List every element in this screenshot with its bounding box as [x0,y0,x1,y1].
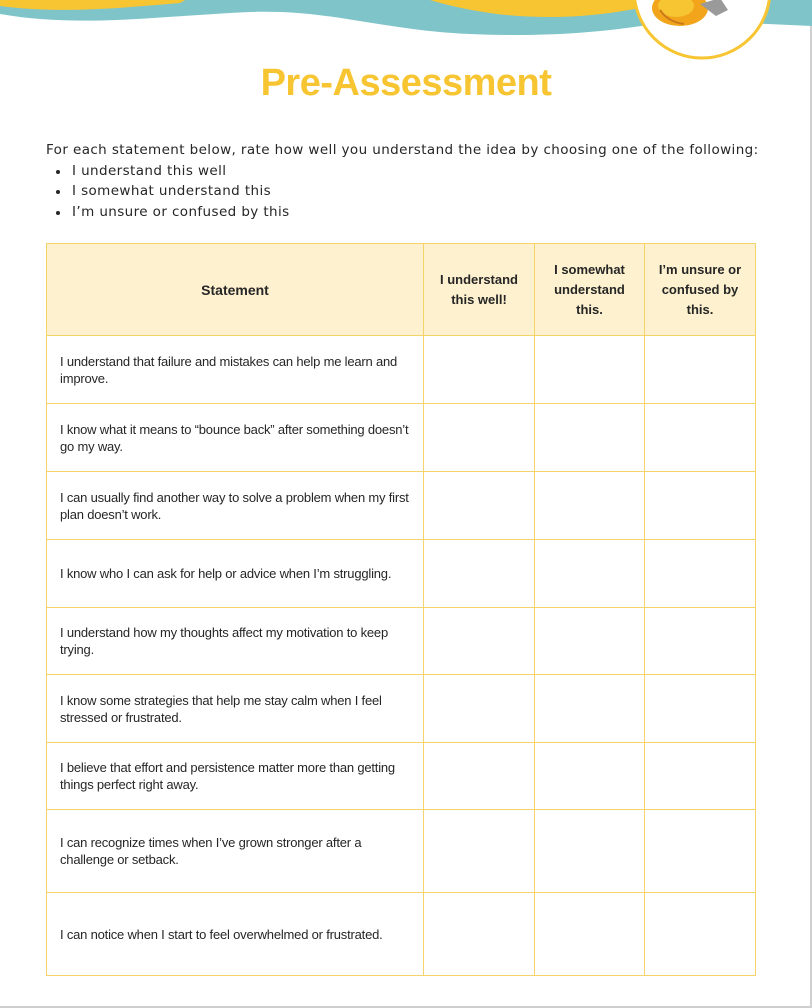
table-row [47,893,756,976]
rating-cell-somewhat[interactable] [535,810,645,893]
table-row [47,336,756,404]
rating-cell-somewhat[interactable] [535,743,645,810]
rating-cell-understand-well[interactable] [424,810,535,893]
table-row [47,472,756,540]
table-row [47,404,756,472]
table-row [47,608,756,675]
rating-cell-unsure[interactable] [645,608,756,675]
header-understand-well-label: I understand this well! [439,271,518,307]
header-somewhat-understand-label: I somewhat understand this. [554,261,625,317]
rating-cell-understand-well[interactable] [424,404,535,472]
statement-cell: I understand how my thoughts affect my motivation to keep trying. [47,608,424,675]
statement-cell: I can recognize times when I’ve grown stronger after a challenge or setback. [47,810,424,893]
page-title: Pre-Assessment [260,62,552,104]
rating-cell-understand-well[interactable] [424,608,535,675]
statement-cell: I can usually find another way to solve a problem when my first plan doesn’t work. [47,472,424,540]
table-header-row [47,244,756,336]
rating-option: • I’m unsure or confused by this [70,202,786,223]
statement-cell: I understand that failure and mistakes can help me learn and improve. [47,336,424,404]
rating-cell-somewhat[interactable] [535,540,645,608]
rating-cell-somewhat[interactable] [535,893,645,976]
header-wave-decoration [0,0,812,70]
rating-options-list [46,161,786,223]
statement-cell: I know what it means to “bounce back” after something doesn’t go my way. [47,404,424,472]
statement-cell: I can notice when I start to feel overwhelmed or frustrated. [47,893,424,976]
table-row [47,743,756,810]
header-statement: Statement [47,244,424,336]
rating-cell-unsure[interactable] [645,675,756,743]
rating-cell-understand-well[interactable] [424,540,535,608]
instructions-text: For each statement below, rate how well you understand the idea by choosing one of the following: [46,142,759,158]
rating-cell-somewhat[interactable] [535,404,645,472]
rating-cell-unsure[interactable] [645,336,756,404]
instructions [46,140,786,222]
rating-cell-somewhat[interactable] [535,675,645,743]
rating-option: • I somewhat understand this [70,181,786,202]
rating-cell-somewhat[interactable] [535,472,645,540]
header-understand-well [424,244,535,336]
statement-cell: I know who I can ask for help or advice when I’m struggling. [47,540,424,608]
rating-cell-unsure[interactable] [645,743,756,810]
header-unsure-confused-label: I’m unsure or confused by this. [658,261,742,317]
rating-cell-somewhat[interactable] [535,608,645,675]
assessment-table [46,243,756,976]
rating-cell-unsure[interactable] [645,893,756,976]
table-row [47,675,756,743]
rating-option: • I understand this well [70,161,786,182]
rating-cell-unsure[interactable] [645,540,756,608]
rating-cell-understand-well[interactable] [424,472,535,540]
table-row [47,540,756,608]
statement-cell: I believe that effort and persistence matter more than getting things perfect right away. [47,743,424,810]
header-somewhat-understand [535,244,645,336]
statement-cell: I know some strategies that help me stay calm when I feel stressed or frustrated. [47,675,424,743]
header-unsure-confused [645,244,756,336]
rating-cell-unsure[interactable] [645,472,756,540]
rating-cell-unsure[interactable] [645,810,756,893]
rating-cell-understand-well[interactable] [424,743,535,810]
rating-cell-understand-well[interactable] [424,675,535,743]
rating-cell-understand-well[interactable] [424,893,535,976]
table-row [47,810,756,893]
rating-cell-understand-well[interactable] [424,336,535,404]
rating-cell-unsure[interactable] [645,404,756,472]
rating-cell-somewhat[interactable] [535,336,645,404]
